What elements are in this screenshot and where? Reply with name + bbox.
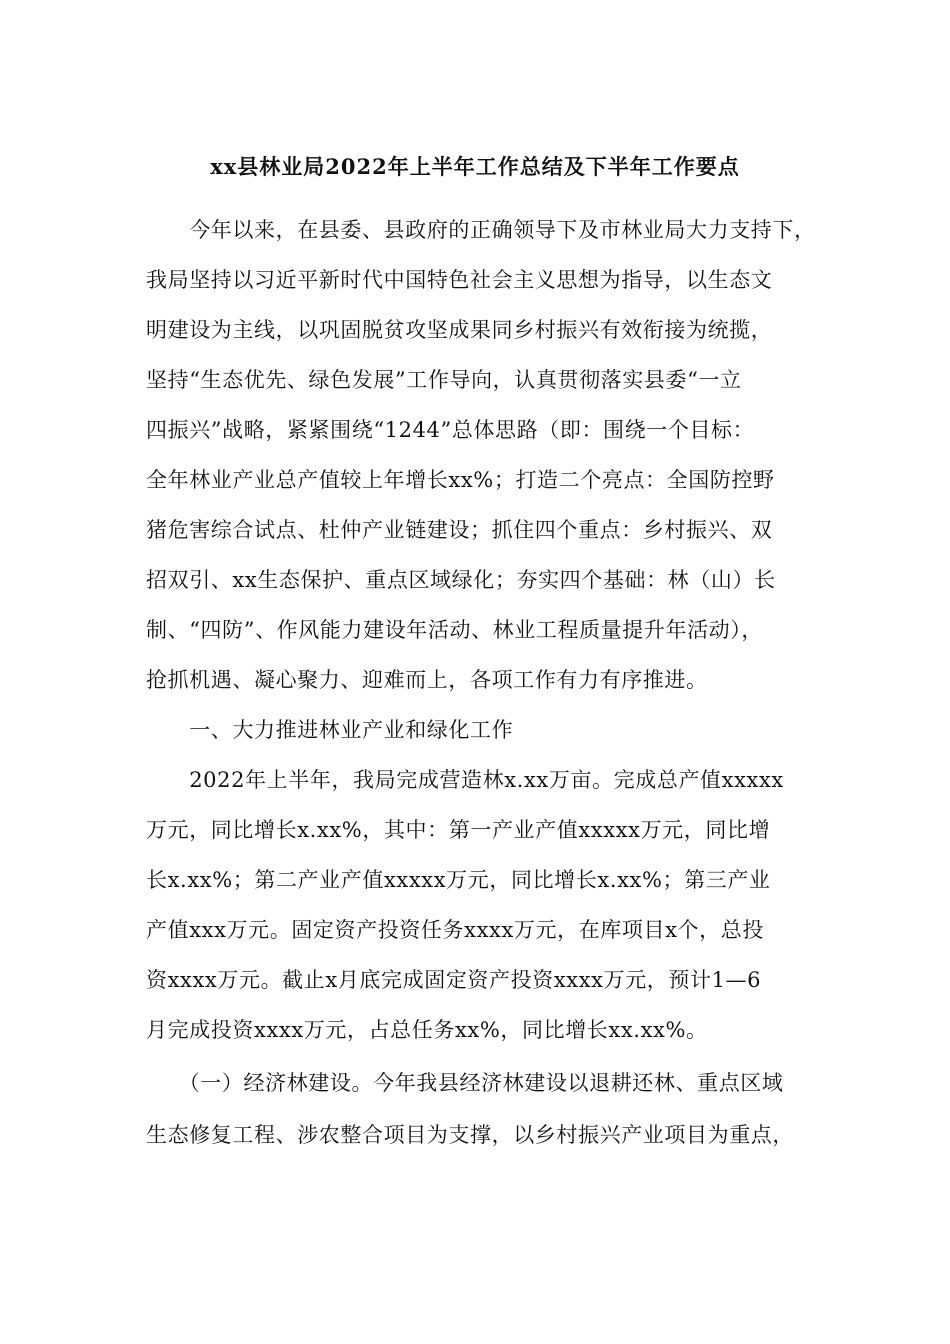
paragraph-line: 产值xxx万元。固定资产投资任务xxxx万元，在库项目x个，总投 (146, 918, 764, 942)
paragraph-line: 我局坚持以习近平新时代中国特色社会主义思想为指导，以生态文 (146, 268, 773, 292)
paragraph-line: 全年林业产业总产值较上年增长xx%；打造二个亮点：全国防控野 (146, 468, 775, 492)
paragraph-line: 猪危害综合试点、杜仲产业链建设；抓住四个重点：乡村振兴、双 (146, 518, 773, 542)
paragraph-line: 今年以来，在县委、县政府的正确领导下及市林业局大力支持下， (146, 218, 816, 242)
paragraph-line: 生态修复工程、涉农整合项目为支撑，以乡村振兴产业项目为重点， (146, 1123, 794, 1147)
paragraph-line: 抢抓机遇、凝心聚力、迎难而上，各项工作有力有序推进。 (146, 668, 708, 692)
paragraph-line: 长x.xx%；第二产业产值xxxxx万元，同比增长x.xx%；第三产业 (146, 868, 771, 892)
paragraph-line: 资xxxx万元。截止x月底完成固定资产投资xxxx万元，预计1—6 (146, 968, 762, 992)
subsection-paragraph-line: （一）经济林建设。今年我县经济林建设以退耕还林、重点区域 (146, 1071, 784, 1095)
paragraph-line: 坚持“生态优先、绿色发展”工作导向，认真贯彻落实县委“一立 (146, 368, 742, 392)
paragraph-line: 月完成投资xxxx万元，占总任务xx%，同比增长xx.xx%。 (146, 1018, 708, 1042)
section-heading: 一、大力推进林业产业和绿化工作 (146, 718, 514, 742)
paragraph-line: 制、“四防”、作风能力建设年活动、林业工程质量提升年活动）， (146, 618, 763, 642)
document-title: xx县林业局2022年上半年工作总结及下半年工作要点 (210, 154, 740, 179)
paragraph-line: 万元，同比增长x.xx%，其中：第一产业产值xxxxx万元，同比增 (146, 818, 771, 842)
paragraph-line: 四振兴”战略，紧紧围绕“1244”总体思路（即：围绕一个目标： (146, 418, 755, 442)
paragraph-line: 2022年上半年，我局完成营造林x.xx万亩。完成总产值xxxxx (146, 768, 784, 792)
paragraph-line: 招双引、xx生态保护、重点区域绿化；夯实四个基础：林（山）长 (146, 568, 776, 592)
paragraph-line: 明建设为主线，以巩固脱贫攻坚成果同乡村振兴有效衔接为统揽， (146, 318, 773, 342)
